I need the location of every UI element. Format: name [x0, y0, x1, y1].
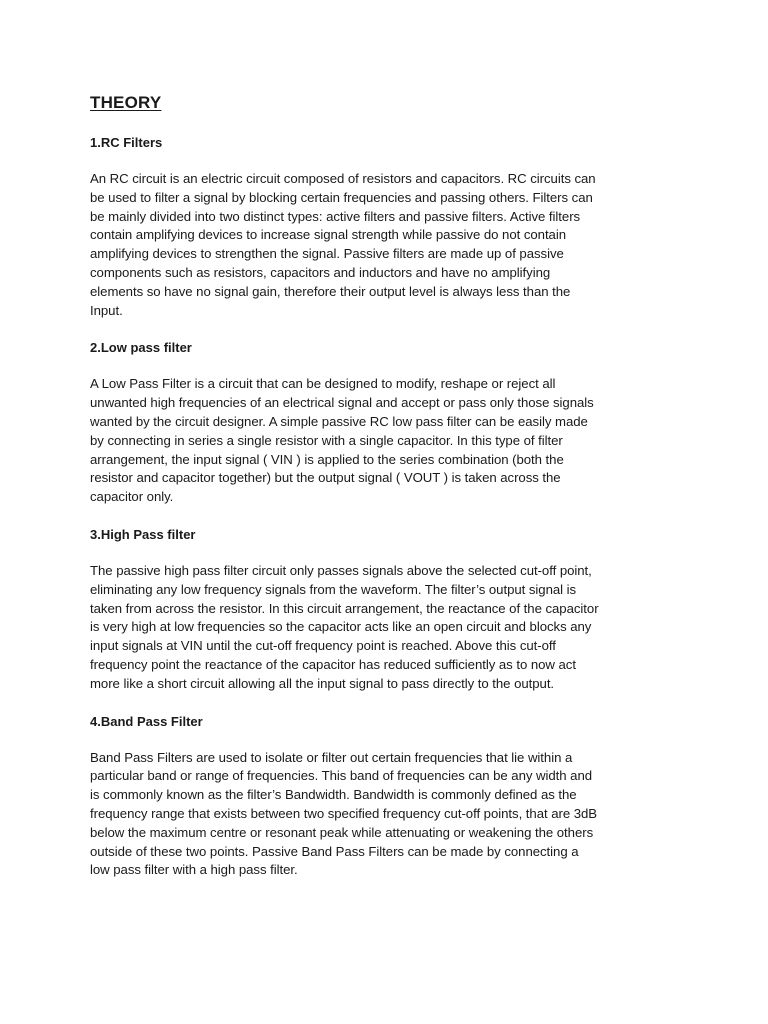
- text-line: particular band or range of frequencies. This band of frequencies can be any width and: [90, 768, 593, 784]
- text-line: contain amplifying devices to increase signal strength while passive do not contain: [90, 227, 567, 243]
- text-line: resistor and capacitor together) but the output signal ( VOUT ) is taken across the: [90, 470, 561, 486]
- section-band-pass-filter: [90, 713, 638, 881]
- text-line: A Low Pass Filter is a circuit that can be designed to modify, reshape or reject all: [90, 376, 556, 392]
- text-line: Input.: [90, 302, 123, 318]
- text-line: arrangement, the input signal ( VIN ) is applied to the series combination (both the: [90, 451, 564, 467]
- text-line: The passive high pass filter circuit only passes signals above the selected cut-off point,: [90, 562, 592, 578]
- text-line: components such as resistors, capacitors and inductors and have no amplifying: [90, 264, 551, 280]
- text-line: amplifying devices to strengthen the signal. Passive filters are made up of passive: [90, 246, 564, 262]
- section-heading: 3.High Pass filter: [90, 526, 196, 542]
- section-high-pass-filter: [90, 526, 638, 694]
- section-heading: 2.Low pass filter: [90, 340, 192, 356]
- text-line: by connecting in series a single resistor with a single capacitor. In this type of filter: [90, 432, 563, 448]
- section-heading: 1.RC Filters: [90, 135, 163, 150]
- section-body: [90, 170, 638, 320]
- text-line: more like a short circuit allowing all the input signal to pass directly to the output.: [90, 675, 555, 691]
- text-line: be mainly divided into two distinct types: active filters and passive filters. Active filters: [90, 208, 581, 224]
- text-line: frequency range that exists between two specified frequency cut-off points, that are 3dB: [90, 805, 598, 821]
- text-line: wanted by the circuit designer. A simple passive RC low pass filter can be easily made: [90, 413, 588, 429]
- text-line: capacitor only.: [90, 489, 174, 505]
- section-body: [90, 562, 638, 694]
- section-rc-filters: [90, 134, 638, 320]
- text-line: is very high at low frequencies so the capacitor acts like an open circuit and blocks any: [90, 619, 592, 635]
- text-line: An RC circuit is an electric circuit composed of resistors and capacitors. RC circuits can: [90, 171, 596, 186]
- text-line: elements so have no signal gain, therefore their output level is always less than the: [90, 283, 571, 299]
- text-line: is commonly known as the filter’s Bandwidth. Bandwidth is commonly defined as the: [90, 787, 577, 803]
- text-line: outside of these two points. Passive Band Pass Filters can be made by connecting a: [90, 843, 579, 859]
- page-title: THEORY: [90, 93, 162, 112]
- text-line: unwanted high frequencies of an electrical signal and accept or pass only those signals: [90, 395, 594, 411]
- section-body: [90, 749, 638, 881]
- section-body: [90, 375, 638, 507]
- text-line: low pass filter with a high pass filter.: [90, 862, 298, 878]
- text-line: below the maximum centre or resonant peak while attenuating or weakening the others: [90, 824, 594, 840]
- text-line: input signals at VIN until the cut-off frequency point is reached. Above this cut-off: [90, 638, 556, 654]
- text-line: frequency point the reactance of the capacitor has reduced sufficiently as to now act: [90, 656, 576, 672]
- section-heading: 4.Band Pass Filter: [90, 713, 203, 729]
- document-content: [90, 92, 638, 899]
- text-line: Band Pass Filters are used to isolate or filter out certain frequencies that lie within a: [90, 749, 573, 765]
- text-line: eliminating any low frequency signals from the waveform. The filter’s output signal is: [90, 581, 577, 597]
- text-line: taken from across the resistor. In this circuit arrangement, the reactance of the capacitor: [90, 600, 599, 616]
- text-line: be used to filter a signal by blocking certain frequencies and passing others. Filters can: [90, 189, 593, 205]
- section-low-pass-filter: [90, 339, 638, 507]
